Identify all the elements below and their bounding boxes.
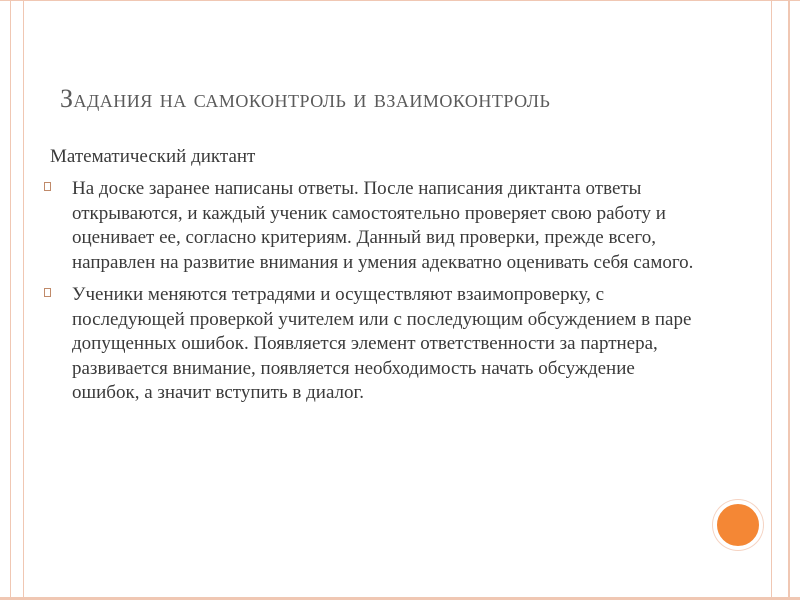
frame-right-inner-line bbox=[771, 0, 772, 600]
slide-subtitle: Математический диктант bbox=[50, 146, 256, 167]
frame-right-outer-line bbox=[788, 0, 790, 600]
frame-left-outer-line bbox=[10, 0, 11, 600]
bullet-item bbox=[42, 283, 702, 406]
frame-left-inner-line bbox=[23, 0, 24, 600]
square-bullet-icon bbox=[44, 182, 51, 191]
bullet-text: Ученики меняются тетрадями и осуществляют взаимопроверку, с последующей проверкой учителем или с последующим обсуждением в паре допущенных ошибок. Появляется элемент ответственности за партнера, развивается внимание, появляется необходимость начать обсуждение ошибок, а значит вступить в диалог. bbox=[72, 284, 692, 403]
bullet-list bbox=[42, 177, 702, 414]
slide-title: Задания на самоконтроль и взаимоконтроль bbox=[60, 84, 551, 113]
frame-top-line bbox=[0, 0, 800, 1]
orange-circle-decoration bbox=[713, 500, 763, 550]
square-bullet-icon bbox=[44, 288, 51, 297]
bullet-item bbox=[42, 177, 702, 275]
bullet-text: На доске заранее написаны ответы. После написания диктанта ответы открываются, и каждый ученик самостоятельно проверяет свою работу и оценивает ее, согласно критериям. Данный вид проверки, прежде всего, направлен на развитие внимания и умения адекватно оценивать себя самого. bbox=[72, 178, 694, 273]
